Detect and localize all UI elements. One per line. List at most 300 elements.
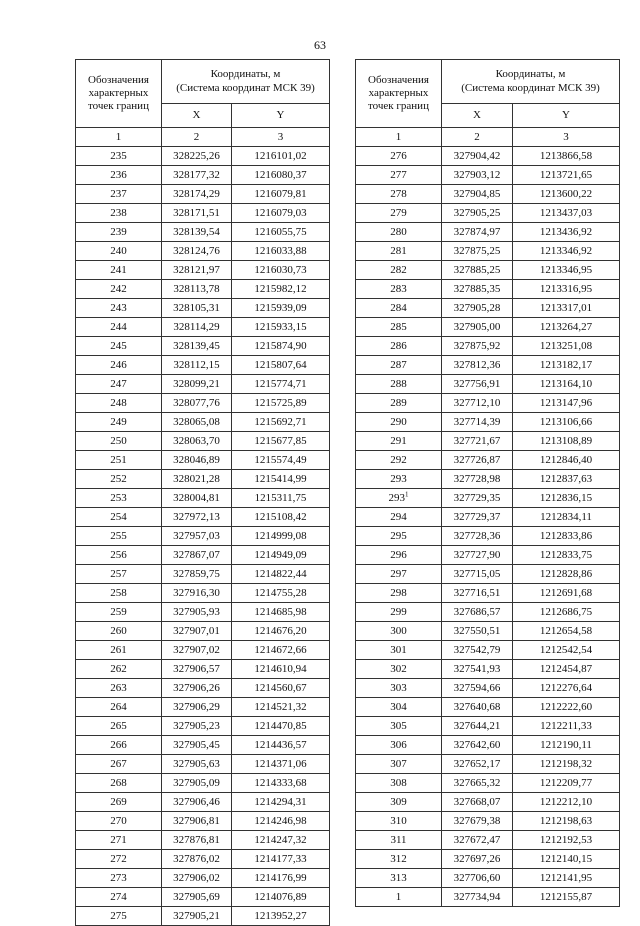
x-value: 327972,13 [162,508,232,527]
table-row [356,489,620,508]
point-id: 280 [356,223,442,242]
x-value: 328065,08 [162,413,232,432]
y-header: Y [513,104,620,128]
x-value: 327679,38 [442,812,513,831]
point-id: 294 [356,508,442,527]
y-value: 1213952,27 [232,907,330,926]
table-row [76,546,330,565]
y-value: 1213147,96 [513,394,620,413]
table-row [76,812,330,831]
x-value: 327904,42 [442,147,513,166]
point-id: 313 [356,869,442,888]
table-row [76,280,330,299]
table-row [356,299,620,318]
point-id: 289 [356,394,442,413]
table-body-left [76,147,330,926]
point-id: 292 [356,451,442,470]
x-value: 327905,63 [162,755,232,774]
x-value: 327906,02 [162,869,232,888]
x-value: 327697,26 [442,850,513,869]
table-row [76,223,330,242]
x-value: 327665,32 [442,774,513,793]
table-row [356,603,620,622]
y-value: 1212276,64 [513,679,620,698]
table-row [356,698,620,717]
table-row [76,185,330,204]
table-row [76,793,330,812]
point-id: 253 [76,489,162,508]
y-value: 1215939,09 [232,299,330,318]
y-value: 1214560,67 [232,679,330,698]
x-value: 327729,35 [442,489,513,508]
table-row [76,679,330,698]
y-value: 1214685,98 [232,603,330,622]
table-row [76,565,330,584]
point-id: 282 [356,261,442,280]
x-value: 328112,15 [162,356,232,375]
x-value: 328114,29 [162,318,232,337]
table-row [356,622,620,641]
x-value: 327876,02 [162,850,232,869]
table-row [356,717,620,736]
y-value: 1214247,32 [232,831,330,850]
point-id: 260 [76,622,162,641]
x-value: 327712,10 [442,394,513,413]
y-value: 1212836,15 [513,489,620,508]
y-value: 1216080,37 [232,166,330,185]
point-id: 267 [76,755,162,774]
table-row [356,565,620,584]
table-row [356,375,620,394]
point-id: 264 [76,698,162,717]
point-id: 245 [76,337,162,356]
x-value: 327672,47 [442,831,513,850]
x-value: 327906,46 [162,793,232,812]
y-value: 1212834,11 [513,508,620,527]
point-id: 272 [76,850,162,869]
table-row [356,736,620,755]
y-value: 1214676,20 [232,622,330,641]
x-value: 328121,97 [162,261,232,280]
point-id: 244 [76,318,162,337]
table-row [356,337,620,356]
point-id: 284 [356,299,442,318]
table-row [76,337,330,356]
table-row [76,375,330,394]
y-value: 1214672,66 [232,641,330,660]
x-value: 327721,67 [442,432,513,451]
x-value: 327542,79 [442,641,513,660]
x-value: 327668,07 [442,793,513,812]
y-value: 1213866,58 [513,147,620,166]
column-number: 1 [356,128,442,147]
y-value: 1213264,27 [513,318,620,337]
point-id: 299 [356,603,442,622]
y-value: 1212198,63 [513,812,620,831]
y-value: 1214333,68 [232,774,330,793]
table-row [76,489,330,508]
point-id: 302 [356,660,442,679]
y-header: Y [232,104,330,128]
point-id: 300 [356,622,442,641]
y-value: 1212833,86 [513,527,620,546]
x-value: 328063,70 [162,432,232,451]
y-value: 1214949,09 [232,546,330,565]
x-value: 327876,81 [162,831,232,850]
y-value: 1215982,12 [232,280,330,299]
x-value: 327905,93 [162,603,232,622]
y-value: 1214246,98 [232,812,330,831]
point-id: 303 [356,679,442,698]
table-row [356,584,620,603]
point-id: 308 [356,774,442,793]
x-value: 327916,30 [162,584,232,603]
y-value: 1212192,53 [513,831,620,850]
x-value: 327594,66 [442,679,513,698]
table-row [356,679,620,698]
y-value: 1212140,15 [513,850,620,869]
point-id: 265 [76,717,162,736]
table-row [356,223,620,242]
y-value: 1212828,86 [513,565,620,584]
table-row [356,869,620,888]
x-value: 328139,54 [162,223,232,242]
y-value: 1216055,75 [232,223,330,242]
point-id: 246 [76,356,162,375]
x-value: 327541,93 [442,660,513,679]
y-value: 1215807,64 [232,356,330,375]
table-row [76,242,330,261]
y-value: 1214521,32 [232,698,330,717]
x-value: 327734,94 [442,888,513,907]
x-value: 327906,26 [162,679,232,698]
y-value: 1213600,22 [513,185,620,204]
point-id: 252 [76,470,162,489]
table-row [76,470,330,489]
y-value: 1216079,03 [232,204,330,223]
y-value: 1214822,44 [232,565,330,584]
y-value: 1213106,66 [513,413,620,432]
column-number: 2 [442,128,513,147]
table-row [356,280,620,299]
point-id: 283 [356,280,442,299]
x-value: 327859,75 [162,565,232,584]
x-header: X [162,104,232,128]
x-value: 328046,89 [162,451,232,470]
table-row [356,451,620,470]
column-number: 1 [76,128,162,147]
y-value: 1212211,33 [513,717,620,736]
y-value: 1212837,63 [513,470,620,489]
point-id: 307 [356,755,442,774]
designation-header: Обозначения характерных точек границ [356,60,442,128]
point-id: 271 [76,831,162,850]
table-row [76,660,330,679]
y-value: 1212190,11 [513,736,620,755]
table-row [356,470,620,489]
table-row [76,204,330,223]
point-id: 259 [76,603,162,622]
point-id: 274 [76,888,162,907]
table-row [76,261,330,280]
y-value: 1213721,65 [513,166,620,185]
y-value: 1214470,85 [232,717,330,736]
x-value: 328177,32 [162,166,232,185]
table-row [76,584,330,603]
point-id: 237 [76,185,162,204]
table-row [356,413,620,432]
table-row [356,147,620,166]
table-row [76,888,330,907]
y-value: 1213108,89 [513,432,620,451]
x-value: 327885,35 [442,280,513,299]
superscript-index: 1 [405,489,409,498]
table-row [76,318,330,337]
table-row [356,356,620,375]
x-value: 327904,85 [442,185,513,204]
point-id: 251 [76,451,162,470]
y-value: 1212691,68 [513,584,620,603]
x-value: 327716,51 [442,584,513,603]
point-id: 281 [356,242,442,261]
y-value: 1216030,73 [232,261,330,280]
y-value: 1213182,17 [513,356,620,375]
y-value: 1214371,06 [232,755,330,774]
x-value: 327726,87 [442,451,513,470]
y-value: 1214999,08 [232,527,330,546]
point-id: $293^1$ [356,489,442,508]
y-value: 1215677,85 [232,432,330,451]
table-row [356,242,620,261]
table-row [356,831,620,850]
point-id: 277 [356,166,442,185]
coordinates-header: Координаты, м (Система координат МСК 39) [162,60,330,104]
x-value: 327905,45 [162,736,232,755]
point-id: 306 [356,736,442,755]
point-id: 285 [356,318,442,337]
coordinates-table-right [355,59,620,907]
table-row [76,755,330,774]
x-value: 327905,09 [162,774,232,793]
x-value: 327867,07 [162,546,232,565]
x-value: 327727,90 [442,546,513,565]
point-id: 275 [76,907,162,926]
point-id: 268 [76,774,162,793]
point-id: 276 [356,147,442,166]
x-value: 328113,78 [162,280,232,299]
point-id: 301 [356,641,442,660]
point-id: 239 [76,223,162,242]
y-value: 1212198,32 [513,755,620,774]
table-row [76,603,330,622]
x-value: 327875,25 [442,242,513,261]
point-id: 278 [356,185,442,204]
point-id: 235 [76,147,162,166]
y-value: 1215574,49 [232,451,330,470]
y-value: 1214436,57 [232,736,330,755]
x-value: 328099,21 [162,375,232,394]
y-value: 1213317,01 [513,299,620,318]
y-value: 1215311,75 [232,489,330,508]
x-value: 327906,57 [162,660,232,679]
y-value: 1213346,92 [513,242,620,261]
x-value: 327875,92 [442,337,513,356]
point-id: 297 [356,565,442,584]
table-row [356,185,620,204]
y-value: 1212209,77 [513,774,620,793]
x-value: 328077,76 [162,394,232,413]
point-id: 250 [76,432,162,451]
table-row [356,812,620,831]
x-value: 327812,36 [442,356,513,375]
point-id: 273 [76,869,162,888]
point-id: 261 [76,641,162,660]
table-row [76,641,330,660]
x-value: 327644,21 [442,717,513,736]
point-id: 270 [76,812,162,831]
y-value: 1215692,71 [232,413,330,432]
x-value: 327905,21 [162,907,232,926]
table-row [356,755,620,774]
table-row [76,622,330,641]
point-id: 286 [356,337,442,356]
y-value: 1215874,90 [232,337,330,356]
y-value: 1214610,94 [232,660,330,679]
coordinates-header: Координаты, м (Система координат МСК 39) [442,60,620,104]
x-value: 328174,29 [162,185,232,204]
table-row [356,508,620,527]
point-id: 1 [356,888,442,907]
y-value: 1214176,99 [232,869,330,888]
x-value: 327550,51 [442,622,513,641]
point-id: 290 [356,413,442,432]
y-value: 1216079,81 [232,185,330,204]
x-value: 327885,25 [442,261,513,280]
point-id: 255 [76,527,162,546]
x-value: 327905,25 [442,204,513,223]
table-row [76,907,330,926]
table-row [76,831,330,850]
table-row [76,451,330,470]
table-row [356,850,620,869]
y-value: 1213436,92 [513,223,620,242]
y-value: 1214177,33 [232,850,330,869]
x-value: 327905,00 [442,318,513,337]
point-id: 287 [356,356,442,375]
point-id: 257 [76,565,162,584]
x-value: 327715,05 [442,565,513,584]
table-row [76,508,330,527]
x-value: 327714,39 [442,413,513,432]
point-id: 304 [356,698,442,717]
table-row [76,394,330,413]
point-id: 312 [356,850,442,869]
x-value: 328124,76 [162,242,232,261]
point-id: 241 [76,261,162,280]
point-id: 291 [356,432,442,451]
x-value: 327728,36 [442,527,513,546]
y-value: 1213316,95 [513,280,620,299]
x-value: 327905,23 [162,717,232,736]
table-row [76,147,330,166]
table-row [76,736,330,755]
y-value: 1214294,31 [232,793,330,812]
point-id: 258 [76,584,162,603]
y-value: 1215108,42 [232,508,330,527]
column-number: 3 [513,128,620,147]
point-id: 309 [356,793,442,812]
y-value: 1212833,75 [513,546,620,565]
x-value: 327907,01 [162,622,232,641]
x-value: 327640,68 [442,698,513,717]
y-value: 1212212,10 [513,793,620,812]
x-value: 327686,57 [442,603,513,622]
point-id: 256 [76,546,162,565]
x-value: 327957,03 [162,527,232,546]
y-value: 1214755,28 [232,584,330,603]
table-row [76,299,330,318]
x-value: 327652,17 [442,755,513,774]
table-row [356,660,620,679]
point-id: 262 [76,660,162,679]
table-row [356,527,620,546]
point-id: 279 [356,204,442,223]
y-value: 1214076,89 [232,888,330,907]
x-value: 328225,26 [162,147,232,166]
point-id: 305 [356,717,442,736]
table-row [76,356,330,375]
point-id: 242 [76,280,162,299]
point-id: 248 [76,394,162,413]
table-row [356,204,620,223]
x-value: 327906,81 [162,812,232,831]
y-value: 1212222,60 [513,698,620,717]
table-row [356,888,620,907]
x-value: 328004,81 [162,489,232,508]
table-row [356,166,620,185]
x-value: 327906,29 [162,698,232,717]
y-value: 1213164,10 [513,375,620,394]
x-value: 328105,31 [162,299,232,318]
table-row [76,698,330,717]
y-value: 1212686,75 [513,603,620,622]
point-id: 236 [76,166,162,185]
point-id: 288 [356,375,442,394]
point-id: 238 [76,204,162,223]
table-row [356,546,620,565]
y-value: 1212846,40 [513,451,620,470]
table-row [76,869,330,888]
x-value: 327729,37 [442,508,513,527]
table-row [76,432,330,451]
designation-header: Обозначения характерных точек границ [76,60,162,128]
coordinates-table-left [75,59,330,926]
table-row [356,432,620,451]
x-value: 327905,28 [442,299,513,318]
table-row [76,717,330,736]
point-id: 310 [356,812,442,831]
y-value: 1213346,95 [513,261,620,280]
y-value: 1213437,03 [513,204,620,223]
y-value: 1215414,99 [232,470,330,489]
table-row [76,166,330,185]
table-body-right [356,147,620,907]
table-row [76,527,330,546]
column-number: 2 [162,128,232,147]
y-value: 1212155,87 [513,888,620,907]
point-id: 247 [76,375,162,394]
page-number: 63 [314,38,326,52]
